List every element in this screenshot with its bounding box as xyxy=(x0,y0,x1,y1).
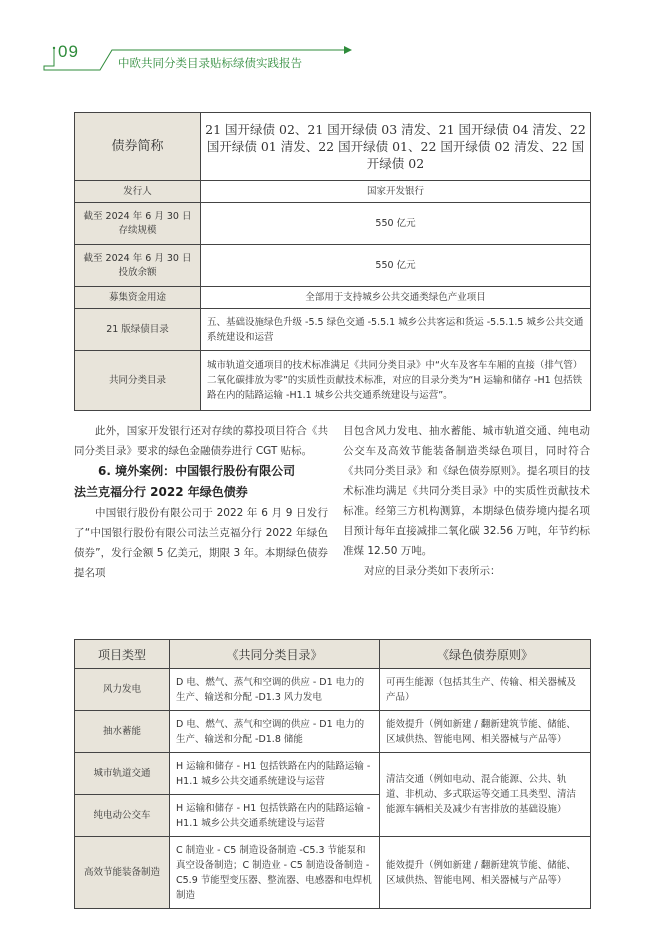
table-row xyxy=(75,837,591,909)
column-header: 《绿色债券原则》 xyxy=(380,640,591,669)
row-label: 截至 2024 年 6 月 30 日存续规模 xyxy=(75,203,201,245)
section-heading xyxy=(74,461,328,503)
row-label: 发行人 xyxy=(75,181,201,203)
project-type: 抽水蓄能 xyxy=(75,711,170,753)
catalogue-2021-value: 五、基础设施绿色升级 -5.5 绿色交通 -5.5.1 城乡公共客运和货运 -5.5.1.5 城乡公共交通系统建设和运营 xyxy=(201,309,591,351)
paragraph: 此外，国家开发银行还对存续的募投项目符合《共同分类目录》要求的绿色金融债券进行 CGT 贴标。 xyxy=(74,425,328,457)
gbp-category: 可再生能源（包括其生产、传输、相关器械及产品） xyxy=(380,669,591,711)
section-heading-line2: 法兰克福分行 2022 年绿色债券 xyxy=(74,485,248,499)
cgt-category: H 运输和储存 - H1 包括铁路在内的陆路运输 - H1.1 城乡公共交通系统建设与运营 xyxy=(170,753,380,795)
table-row xyxy=(75,711,591,753)
cgt-category: D 电、燃气、蒸气和空调的供应 - D1 电力的生产、输送和分配 -D1.8 储能 xyxy=(170,711,380,753)
outstanding-value: 550 亿元 xyxy=(201,203,591,245)
table-row xyxy=(75,287,591,309)
table-row xyxy=(75,309,591,351)
issuer-value: 国家开发银行 xyxy=(201,181,591,203)
cgt-category: D 电、燃气、蒸气和空调的供应 - D1 电力的生产、输送和分配 -D1.3 风力发电 xyxy=(170,669,380,711)
category-mapping-table xyxy=(74,639,591,909)
table-row xyxy=(75,669,591,711)
paragraph: 中国银行股份有限公司于 2022 年 6 月 9 日发行了“中国银行股份有限公司法兰克福分行 2022 年绿色债券”，发行金额 5 亿美元，期限 3 年。本期绿色债券提名项 xyxy=(74,507,328,579)
bond-short-names: 21 国开绿债 02、21 国开绿债 03 清发、21 国开绿债 04 清发、22 国开绿债 01 清发、22 国开绿债 01、22 国开绿债 02 清发、22 国开绿债 02 xyxy=(201,113,591,181)
column-header: 项目类型 xyxy=(75,640,170,669)
project-type: 城市轨道交通 xyxy=(75,753,170,795)
allocated-value: 550 亿元 xyxy=(201,245,591,287)
cgt-category: C 制造业 - C5 制造设备制造 -C5.3 节能泵和真空设备制造；C 制造业 - C5 制造设备制造 -C5.9 节能型变压器、整流器、电感器和电焊机制造 xyxy=(170,837,380,909)
cgt-category: H 运输和储存 - H1 包括铁路在内的陆路运输 - H1.1 城乡公共交通系统建设与运营 xyxy=(170,795,380,837)
section-heading-line1: 6. 境外案例：中国银行股份有限公司 xyxy=(98,464,296,478)
page-number: 09 xyxy=(58,42,79,61)
table-row xyxy=(75,113,591,181)
table-row xyxy=(75,753,591,795)
bond-info-table xyxy=(74,112,591,411)
table-row xyxy=(75,203,591,245)
row-label: 21 版绿债目录 xyxy=(75,309,201,351)
body-right-column xyxy=(343,421,590,581)
table-row xyxy=(75,245,591,287)
paragraph: 对应的目录分类如下表所示： xyxy=(364,565,501,577)
gbp-category: 清洁交通（例如电动、混合能源、公共、轨道、非机动、多式联运等交通工具类型、清洁能源车辆相关及减少有害排放的基础设施） xyxy=(380,753,591,837)
project-type: 纯电动公交车 xyxy=(75,795,170,837)
row-label: 债券简称 xyxy=(75,113,201,181)
column-header: 《共同分类目录》 xyxy=(170,640,380,669)
row-label: 募集资金用途 xyxy=(75,287,201,309)
report-title: 中欧共同分类目录贴标绿债实践报告 xyxy=(118,56,302,70)
project-type: 高效节能装备制造 xyxy=(75,837,170,909)
cgt-value: 城市轨道交通项目的技术标准满足《共同分类目录》中“火车及客车车厢的直接（排气管）二氧化碳排放为零”的实质性贡献技术标准，对应的目录分类为“H 运输和储存 -H1 包括铁路在内的陆路运输 -H1.1 城乡公共交通系统建设与运营”。 xyxy=(201,351,591,411)
gbp-category: 能效提升（例如新建 / 翻新建筑节能、储能、区域供热、智能电网、相关器械与产品等） xyxy=(380,837,591,909)
table-row xyxy=(75,351,591,411)
project-type: 风力发电 xyxy=(75,669,170,711)
proceeds-use-value: 全部用于支持城乡公共交通类绿色产业项目 xyxy=(201,287,591,309)
paragraph: 目包含风力发电、抽水蓄能、城市轨道交通、纯电动公交车及高效节能装备制造类绿色项目，同时符合《共同分类目录》和《绿色债券原则》。提名项目的技术标准均满足《共同分类目录》中的实质性贡献技术标准。经第三方机构测算，本期绿色债券境内提名项目预计每年直接减排二氧化碳 32.56 万吨，年节约标准煤 12.50 万吨。 xyxy=(343,425,590,557)
row-label: 截至 2024 年 6 月 30 日投放余额 xyxy=(75,245,201,287)
table-header-row xyxy=(75,640,591,669)
body-left-column xyxy=(74,421,328,583)
table-row xyxy=(75,181,591,203)
gbp-category: 能效提升（例如新建 / 翻新建筑节能、储能、区域供热、智能电网、相关器械与产品等） xyxy=(380,711,591,753)
row-label: 共同分类目录 xyxy=(75,351,201,411)
